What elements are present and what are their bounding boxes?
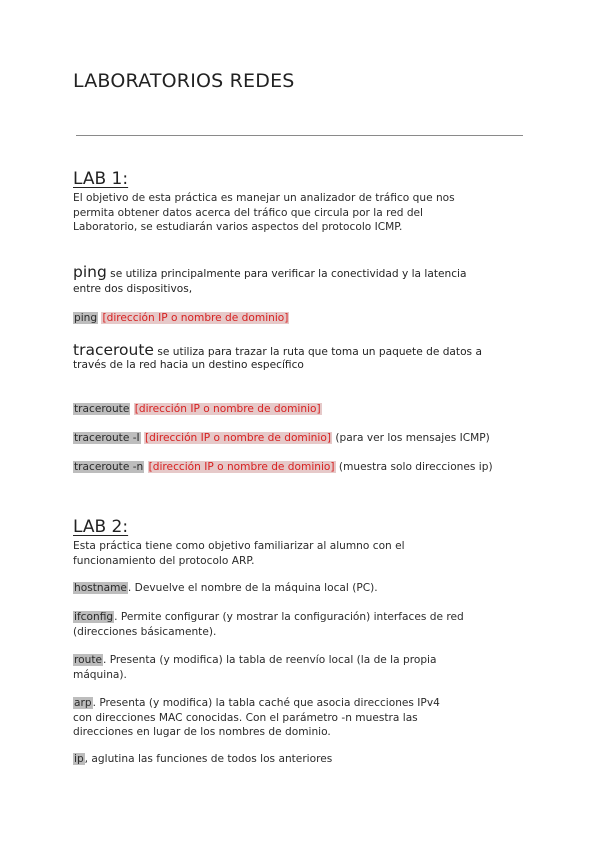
command-description: (direcciones básicamente).: [73, 625, 217, 638]
traceroute-example-note: (para ver los mensajes ICMP): [331, 432, 490, 444]
command-description: . Permite configurar (y mostrar la configuración) interfaces de red: [114, 611, 464, 623]
command-description: máquina).: [73, 668, 127, 681]
command-description: . Devuelve el nombre de la máquina local (PC).: [127, 582, 378, 594]
lab2-intro: [73, 539, 405, 568]
command-name: route: [74, 654, 102, 666]
command-item-ip: [73, 752, 332, 767]
command-description: . Presenta (y modifica) la tabla de reenvío local (la de la propia: [103, 654, 437, 666]
traceroute-example-arg: [dirección IP o nombre de dominio]: [148, 461, 335, 473]
ping-description-line2: entre dos dispositivos,: [73, 283, 193, 295]
traceroute-example-arg: [dirección IP o nombre de dominio]: [145, 432, 331, 444]
lab2-heading: LAB 2:: [73, 517, 129, 537]
command-item-ifconfig: [73, 610, 464, 639]
command-name: arp: [74, 697, 92, 709]
lab1-intro-line: Laboratorio, se estudiarán varios aspectos del protocolo ICMP.: [73, 221, 403, 233]
traceroute-example-cmd: traceroute -I: [74, 432, 140, 444]
command-item-arp: [73, 696, 440, 740]
ping-command-label: ping: [73, 263, 107, 281]
traceroute-example: [73, 431, 490, 445]
traceroute-example: [73, 460, 493, 474]
lab1-intro-line: El objetivo de esta práctica es manejar un analizador de tráfico que nos: [73, 192, 455, 204]
lab2-intro-line: funcionamiento del protocolo ARP.: [73, 554, 255, 567]
page-title: LABORATORIOS REDES: [73, 70, 295, 92]
traceroute-command-label: traceroute: [73, 341, 154, 359]
lab2-intro-line: Esta práctica tiene como objetivo familiarizar al alumno con el: [73, 540, 405, 552]
lab1-intro: [73, 191, 455, 235]
command-description: con direcciones MAC conocidas. Con el parámetro -n muestra las: [73, 711, 418, 724]
ping-example: [73, 311, 289, 325]
traceroute-description-line2: través de la red hacia un destino específico: [73, 359, 304, 371]
command-name: hostname: [74, 582, 127, 594]
command-name: ip: [74, 753, 84, 765]
traceroute-example: [73, 402, 322, 416]
ping-description: [73, 262, 467, 281]
command-description: , aglutina las funciones de todos los anteriores: [84, 753, 333, 765]
command-description: . Presenta (y modifica) la tabla caché que asocia direcciones IPv4: [92, 697, 440, 709]
command-description: direcciones en lugar de los nombres de dominio.: [73, 726, 331, 738]
lab1-intro-line: permita obtener datos acerca del tráfico que circula por la red del: [73, 206, 424, 219]
ping-description-text: se utiliza principalmente para verificar la conectividad y la latencia: [106, 268, 467, 280]
traceroute-example-cmd: traceroute -n: [74, 461, 144, 473]
ping-example-arg: [dirección IP o nombre de dominio]: [102, 312, 289, 324]
traceroute-description-text: se utiliza para trazar la ruta que toma un paquete de datos a: [153, 346, 482, 358]
horizontal-divider: [76, 135, 523, 136]
traceroute-example-cmd: traceroute: [74, 403, 130, 415]
command-item-route: [73, 653, 436, 682]
lab1-heading: LAB 1:: [73, 169, 129, 189]
command-name: ifconfig: [74, 611, 114, 623]
traceroute-example-arg: [dirección IP o nombre de dominio]: [134, 403, 321, 415]
traceroute-example-note: (muestra solo direcciones ip): [335, 461, 493, 473]
command-item-hostname: [73, 581, 378, 596]
traceroute-description: [73, 340, 482, 359]
ping-example-cmd: ping: [74, 312, 98, 324]
